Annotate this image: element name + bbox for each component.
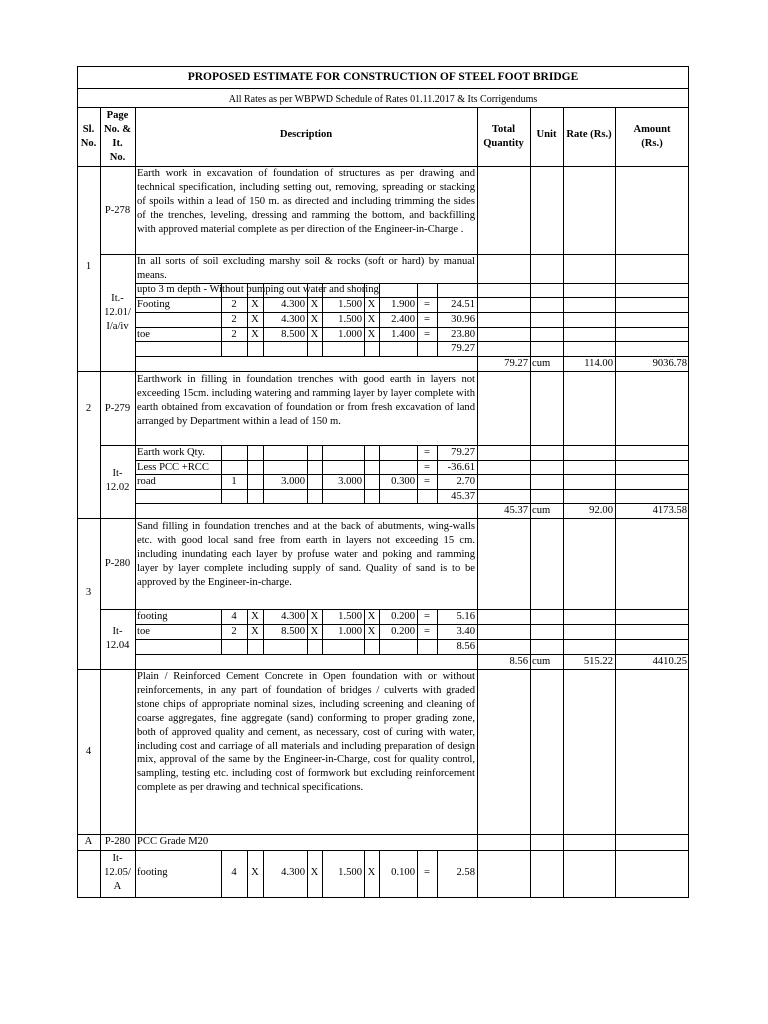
header-rate: Rate (Rs.) [566,129,612,140]
item-2-item-no: It- 12.02 [105,468,130,493]
item-4-sl: 4 [85,746,92,757]
rule [247,445,248,503]
rule [77,107,689,108]
item-2-total-qty: 45.37 [504,505,528,516]
item-4-description: Plain / Reinforced Cement Concrete in Open foundation with or without reinforcements, in any part of foundation of bridges / culverts with graded stone chips of appropriate nominal sizes, including screening and cleaning of coarse aggregates, fine aggregate (sand) conforming to proper grading zone, both of approved quality and cement, as necessary, cost of curing with water, including cost and carriage of all materials and including preparation of design mix, approval of the same by the Engineer-in-Charge, cost for quality control, sampling, testing etc. including cost of formwork but excluding reinforcement complete as per drawing and technical specifications. [137,671,475,794]
item-3-subtotal: 8.56 [456,641,475,652]
header-unit: Unit [536,129,557,140]
item-3-item-no: It- 12.04 [105,626,130,651]
rule [615,107,616,898]
rule [688,66,689,898]
item-1-subtotal: 79.27 [451,343,475,354]
estimate-sheet: PROPOSED ESTIMATE FOR CONSTRUCTION OF STEEL FOOT BRIDGE All Rates as per WBPWD Schedule of Rates 01.11.2017 & Its Corrigendums Sl. No. Page No. & It. No. Description Total Quantity Unit Rate (Rs.) Amount (Rs.) 1 P-278 It.- 12.01/ I/a/iv Earth work in excavation of foundation of structures as per drawing and technical specification, including setting out, removing, spreading or stacking of spoils within a lead of 150 m. as directed and including trimming the sides of the trenches, leveling, dressing and ramming the bottom, and backfilling with approved material complete as per direction of the Engineer-in-Charge . In all sorts of soil excluding marshy soil & rocks (soft or hard) by manual means. upto 3 m depth - Without pumping out water and shoring Footing 2 X 4.300 X 1.500 X 1.900 = 24.51 2 X 4.300 X 1.500 X 2.400 = 30.96 toe 2 X 8.500 X 1.000 X 1.400 = 23.80 79.27 79.27 cum 114.00 9036.78 2 P-279 It- 12.02 Earthwork in filling in foundation trenches with good earth in layers not exceeding 15cm. including watering and ramming layer by layer complete with earth obtained from excavation of foundation or from fresh excavation of land arranged by Department within a lead of 150 m. Earth work Qty. = 79.27 Less PCC +RCC = -36.61 road 1 3.000 3.000 0.300 = 2.70 45.37 45.37 cum 92.00 4173.58 3 P-280 It- 12.04 Sand filling in foundation trenches and at the back of abutments, wing-walls etc. with good local sand free from earth in layers not exceeding 15 cm. including inundating each layer by profuse water and poking and ramming layer by layer complete including supply of sand. Quality of sand is to be approved by the Engineer-in-charge. footing 4 X 4.300 X 1.500 X 0.200 = 5.16 toe 2 X 8.500 X 1.000 X 0.200 = 3.40 8.56 8.56 cum 515.22 4410.25 4 Plain / Reinforced Cement Concrete in Open foundation with or without reinforcements, in any part of foundation of bridges / culverts with graded stone chips of appropriate nominal sizes, including screening and cleaning of coarse aggregates, fine aggregate (sand) conforming to proper grading zone, both of approved quality and cement, as necessary, cost of curing with water, including cost and carriage of all materials and including preparation of design mix, approval of the same by the Engineer-in-Charge, cost for quality control, sampling, testing etc. including cost of formwork but excluding reinforcement complete as per drawing and technical specifications. A P-280 PCC Grade M20 It- 12.05/ A footing 4 X 4.300 X 1.500 X 0.100 = 2.58 [77,66,689,898]
rule [77,88,689,89]
rule [563,107,564,898]
item-3-amount: 4410.25 [652,656,687,667]
page-title: PROPOSED ESTIMATE FOR CONSTRUCTION OF STEEL FOOT BRIDGE [187,71,579,83]
header-page-item-no: Page No. & It. No. [103,110,132,163]
item-3-sl: 3 [85,587,92,598]
header-total-quantity: Total Quantity [483,124,524,149]
item-2-description: Earthwork in filling in foundation trenches with good earth in layers not exceeding 15cm. including watering and ramming layer by layer complete with earth obtained from excavation of foundation or from fresh excavation of land arranged by Department within a lead of 150 m. [137,374,475,427]
rule [263,445,264,503]
rule [364,445,365,503]
rule [77,850,689,851]
item-1-sub-description: In all sorts of soil excluding marshy soil & rocks (soft or hard) by manual means. [137,256,475,281]
rule [135,639,689,640]
rule [77,66,689,67]
item-1-amount: 9036.78 [652,358,687,369]
rule [77,66,78,898]
item-1-sub-description-2: upto 3 m depth - Without pumping out water and shoring [137,284,379,295]
item-2-sl: 2 [85,403,92,414]
rule [307,445,308,503]
item-3-page: P-280 [104,558,131,569]
page-subtitle: All Rates as per WBPWD Schedule of Rates 01.11.2017 & Its Corrigendums [228,94,538,105]
item-1-page: P-278 [104,205,131,216]
item-2-subtotal: 45.37 [451,491,475,502]
item-1-description: Earth work in excavation of foundation of structures as per drawing and technical specification, including setting out, removing, spreading or stacking of spoils within a lead of 150 m. as directed and including trimming the sides of the trenches, leveling, dressing and ramming the bottom, and backfilling with approved material complete as per direction of the Engineer-in-Charge . [137,168,475,235]
item-a-page: P-280 [104,836,131,847]
rule [221,445,222,503]
rule [379,445,380,503]
rule [477,107,478,898]
rule [322,445,323,503]
rule [77,371,689,372]
header-description: Description [279,129,333,140]
header-amount: Amount (Rs.) [633,124,671,149]
item-1-total-qty: 79.27 [504,358,528,369]
rule [77,518,689,519]
item-a-sl: A [84,836,93,847]
item-3-total-qty: 8.56 [509,656,528,667]
item-1-sl: 1 [85,261,92,272]
rule [135,107,136,898]
item-2-rate: 92.00 [589,505,613,516]
rule [77,897,689,898]
rule [530,107,531,898]
rule [135,460,689,461]
item-1-unit: cum [532,358,551,369]
item-a-item-no: It- 12.05/ A [104,853,131,892]
item-3-rate: 515.22 [583,656,613,667]
item-1-item-no: It.- 12.01/ I/a/iv [104,293,131,332]
item-a-description: PCC Grade M20 [137,836,209,847]
item-2-page: P-279 [104,403,131,414]
item-3-unit: cum [532,656,551,667]
item-2-amount: 4173.58 [652,505,687,516]
rule [135,489,689,490]
item-1-rate: 114.00 [584,358,613,369]
item-3-description: Sand filling in foundation trenches and at the back of abutments, wing-walls etc. with good local sand free from earth in layers not exceeding 15 cm. including inundating each layer by profuse water and poking and ramming layer by layer complete including supply of sand. Quality of sand is to be approved by the Engineer-in-charge. [137,521,475,588]
rule [100,107,101,898]
item-2-unit: cum [532,505,551,516]
header-sl: Sl. No. [80,124,97,149]
